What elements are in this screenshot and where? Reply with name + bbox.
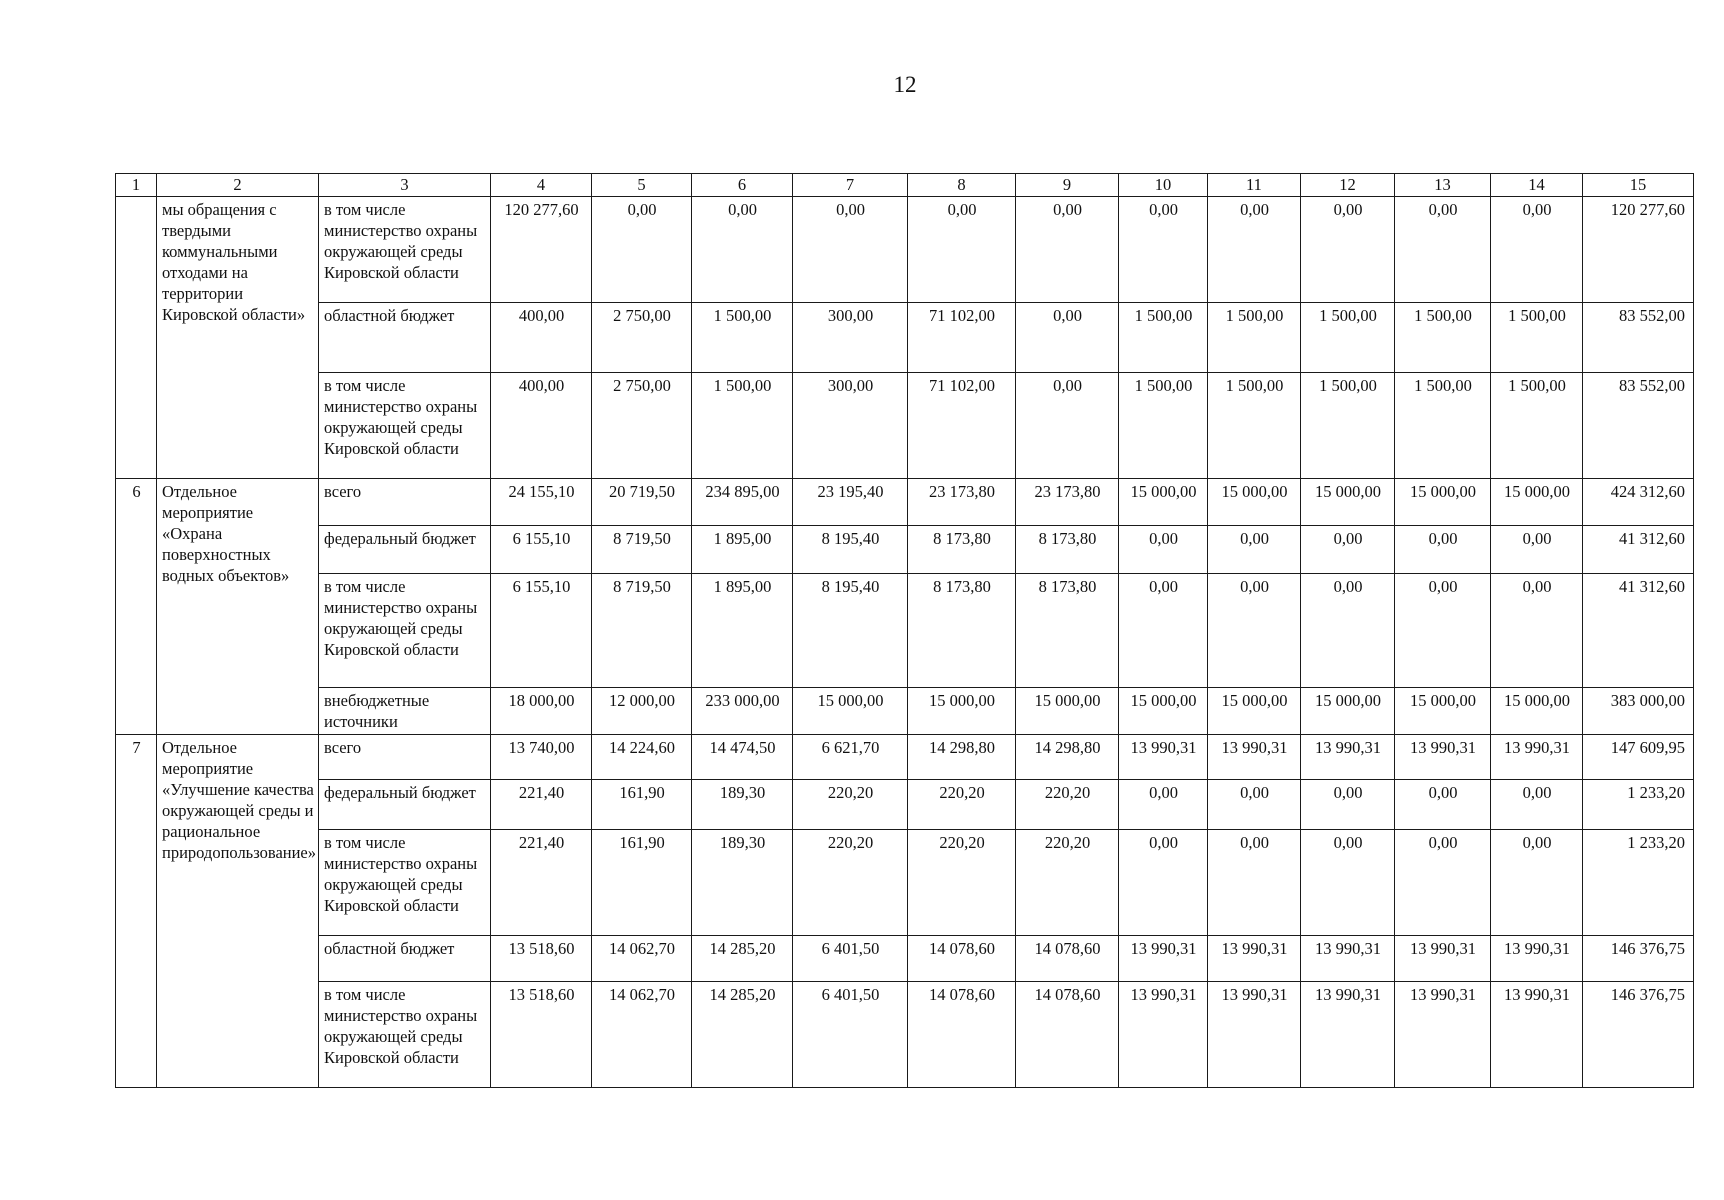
- value-cell: 14 224,60: [592, 735, 692, 780]
- total-cell: 383 000,00: [1583, 688, 1694, 735]
- value-cell: 8 173,80: [1016, 526, 1119, 574]
- value-cell: 71 102,00: [908, 373, 1016, 479]
- row-number: [116, 197, 157, 479]
- value-cell: 221,40: [491, 830, 592, 936]
- table-row: [116, 982, 1694, 1088]
- value-cell: 2 750,00: [592, 303, 692, 373]
- value-cell: 1 500,00: [1208, 373, 1301, 479]
- table-row: [116, 780, 1694, 830]
- column-number-8: 8: [908, 174, 1016, 197]
- value-cell: 161,90: [592, 830, 692, 936]
- value-cell: 1 895,00: [692, 574, 793, 688]
- value-cell: 0,00: [793, 197, 908, 303]
- value-cell: 0,00: [1208, 830, 1301, 936]
- value-cell: 13 990,31: [1208, 936, 1301, 982]
- value-cell: 8 719,50: [592, 526, 692, 574]
- funding-source: всего: [319, 479, 491, 526]
- value-cell: 15 000,00: [1016, 688, 1119, 735]
- value-cell: 13 990,31: [1395, 982, 1491, 1088]
- value-cell: 220,20: [793, 830, 908, 936]
- value-cell: 0,00: [1301, 526, 1395, 574]
- value-cell: 1 500,00: [1301, 373, 1395, 479]
- value-cell: 23 173,80: [908, 479, 1016, 526]
- column-number-1: 1: [116, 174, 157, 197]
- measure-name: мы обращения с твердыми коммунальными отходами на территории Кировской области»: [157, 197, 319, 479]
- funding-source: областной бюджет: [319, 303, 491, 373]
- row-number: 6: [116, 479, 157, 735]
- funding-source: в том числе министерство охраны окружающей среды Кировской области: [319, 197, 491, 303]
- value-cell: 0,00: [1491, 197, 1583, 303]
- value-cell: 0,00: [1208, 197, 1301, 303]
- value-cell: 14 285,20: [692, 982, 793, 1088]
- value-cell: 6 155,10: [491, 526, 592, 574]
- total-cell: 147 609,95: [1583, 735, 1694, 780]
- value-cell: 14 078,60: [908, 982, 1016, 1088]
- value-cell: 0,00: [692, 197, 793, 303]
- value-cell: 23 173,80: [1016, 479, 1119, 526]
- funding-source: в том числе министерство охраны окружающей среды Кировской области: [319, 830, 491, 936]
- column-number-13: 13: [1395, 174, 1491, 197]
- value-cell: 13 990,31: [1301, 735, 1395, 780]
- value-cell: 8 173,80: [908, 574, 1016, 688]
- value-cell: 8 719,50: [592, 574, 692, 688]
- value-cell: 15 000,00: [1119, 479, 1208, 526]
- value-cell: 15 000,00: [793, 688, 908, 735]
- value-cell: 220,20: [908, 780, 1016, 830]
- value-cell: 2 750,00: [592, 373, 692, 479]
- column-number-7: 7: [793, 174, 908, 197]
- funding-source: внебюджетные источники: [319, 688, 491, 735]
- column-number-3: 3: [319, 174, 491, 197]
- table-row: [116, 936, 1694, 982]
- value-cell: 220,20: [793, 780, 908, 830]
- column-number-6: 6: [692, 174, 793, 197]
- column-number-2: 2: [157, 174, 319, 197]
- value-cell: 13 990,31: [1491, 735, 1583, 780]
- value-cell: 15 000,00: [1208, 479, 1301, 526]
- value-cell: 13 518,60: [491, 982, 592, 1088]
- value-cell: 15 000,00: [1395, 688, 1491, 735]
- table-row: [116, 479, 1694, 526]
- value-cell: 1 500,00: [1491, 303, 1583, 373]
- value-cell: 0,00: [1301, 830, 1395, 936]
- table-row: [116, 735, 1694, 780]
- value-cell: 15 000,00: [1301, 479, 1395, 526]
- value-cell: 15 000,00: [1491, 479, 1583, 526]
- value-cell: 6 621,70: [793, 735, 908, 780]
- value-cell: 15 000,00: [1395, 479, 1491, 526]
- value-cell: 8 195,40: [793, 526, 908, 574]
- column-number-row: [116, 174, 1694, 197]
- value-cell: 233 000,00: [692, 688, 793, 735]
- funding-source: в том числе министерство охраны окружающей среды Кировской области: [319, 574, 491, 688]
- value-cell: 0,00: [1395, 780, 1491, 830]
- value-cell: 220,20: [1016, 830, 1119, 936]
- value-cell: 14 062,70: [592, 936, 692, 982]
- funding-source: областной бюджет: [319, 936, 491, 982]
- funding-source: федеральный бюджет: [319, 526, 491, 574]
- value-cell: 14 298,80: [908, 735, 1016, 780]
- value-cell: 8 173,80: [1016, 574, 1119, 688]
- funding-source: в том числе министерство охраны окружающей среды Кировской области: [319, 373, 491, 479]
- value-cell: 0,00: [1016, 303, 1119, 373]
- value-cell: 0,00: [1119, 574, 1208, 688]
- value-cell: 0,00: [1016, 197, 1119, 303]
- value-cell: 13 990,31: [1208, 982, 1301, 1088]
- value-cell: 13 990,31: [1119, 982, 1208, 1088]
- value-cell: 0,00: [1301, 197, 1395, 303]
- value-cell: 13 990,31: [1119, 735, 1208, 780]
- column-number-15: 15: [1583, 174, 1694, 197]
- value-cell: 14 078,60: [1016, 982, 1119, 1088]
- value-cell: 13 990,31: [1395, 735, 1491, 780]
- total-cell: 1 233,20: [1583, 830, 1694, 936]
- value-cell: 1 500,00: [1208, 303, 1301, 373]
- value-cell: 1 895,00: [692, 526, 793, 574]
- value-cell: 13 990,31: [1119, 936, 1208, 982]
- table-row: [116, 373, 1694, 479]
- value-cell: 0,00: [1491, 574, 1583, 688]
- value-cell: 221,40: [491, 780, 592, 830]
- total-cell: 1 233,20: [1583, 780, 1694, 830]
- value-cell: 0,00: [592, 197, 692, 303]
- table-row: [116, 688, 1694, 735]
- value-cell: 14 298,80: [1016, 735, 1119, 780]
- value-cell: 1 500,00: [1119, 303, 1208, 373]
- value-cell: 13 518,60: [491, 936, 592, 982]
- value-cell: 0,00: [1119, 830, 1208, 936]
- value-cell: 120 277,60: [491, 197, 592, 303]
- value-cell: 6 401,50: [793, 982, 908, 1088]
- column-number-5: 5: [592, 174, 692, 197]
- column-number-14: 14: [1491, 174, 1583, 197]
- value-cell: 8 173,80: [908, 526, 1016, 574]
- value-cell: 6 155,10: [491, 574, 592, 688]
- value-cell: 24 155,10: [491, 479, 592, 526]
- column-number-9: 9: [1016, 174, 1119, 197]
- value-cell: 15 000,00: [1208, 688, 1301, 735]
- value-cell: 300,00: [793, 373, 908, 479]
- value-cell: 13 740,00: [491, 735, 592, 780]
- measure-name: Отдельное мероприятие «Улучшение качества окружающей среды и рациональное природопользование»: [157, 735, 319, 1088]
- total-cell: 146 376,75: [1583, 982, 1694, 1088]
- value-cell: 1 500,00: [1395, 303, 1491, 373]
- value-cell: 23 195,40: [793, 479, 908, 526]
- value-cell: 0,00: [908, 197, 1016, 303]
- value-cell: 14 078,60: [908, 936, 1016, 982]
- table-row: [116, 830, 1694, 936]
- value-cell: 20 719,50: [592, 479, 692, 526]
- page-number: 12: [893, 72, 917, 97]
- value-cell: 14 285,20: [692, 936, 793, 982]
- funding-source: всего: [319, 735, 491, 780]
- value-cell: 189,30: [692, 830, 793, 936]
- value-cell: 13 990,31: [1491, 982, 1583, 1088]
- value-cell: 8 195,40: [793, 574, 908, 688]
- column-number-12: 12: [1301, 174, 1395, 197]
- total-cell: 83 552,00: [1583, 373, 1694, 479]
- value-cell: 1 500,00: [1395, 373, 1491, 479]
- value-cell: 0,00: [1395, 574, 1491, 688]
- value-cell: 13 990,31: [1491, 936, 1583, 982]
- funding-source: федеральный бюджет: [319, 780, 491, 830]
- value-cell: 0,00: [1301, 574, 1395, 688]
- row-number: 7: [116, 735, 157, 1088]
- value-cell: 15 000,00: [908, 688, 1016, 735]
- value-cell: 0,00: [1119, 526, 1208, 574]
- value-cell: 0,00: [1208, 780, 1301, 830]
- value-cell: 0,00: [1395, 197, 1491, 303]
- value-cell: 13 990,31: [1301, 982, 1395, 1088]
- total-cell: 424 312,60: [1583, 479, 1694, 526]
- value-cell: 13 990,31: [1208, 735, 1301, 780]
- value-cell: 220,20: [908, 830, 1016, 936]
- value-cell: 14 078,60: [1016, 936, 1119, 982]
- column-number-4: 4: [491, 174, 592, 197]
- value-cell: 189,30: [692, 780, 793, 830]
- table-row: [116, 574, 1694, 688]
- value-cell: 1 500,00: [692, 373, 793, 479]
- value-cell: 14 062,70: [592, 982, 692, 1088]
- total-cell: 120 277,60: [1583, 197, 1694, 303]
- column-number-11: 11: [1208, 174, 1301, 197]
- value-cell: 6 401,50: [793, 936, 908, 982]
- value-cell: 15 000,00: [1301, 688, 1395, 735]
- table-row: [116, 526, 1694, 574]
- funding-source: в том числе министерство охраны окружающей среды Кировской области: [319, 982, 491, 1088]
- value-cell: 12 000,00: [592, 688, 692, 735]
- value-cell: 1 500,00: [1119, 373, 1208, 479]
- value-cell: 0,00: [1208, 526, 1301, 574]
- value-cell: 1 500,00: [1491, 373, 1583, 479]
- total-cell: 41 312,60: [1583, 574, 1694, 688]
- table-row: [116, 303, 1694, 373]
- value-cell: 0,00: [1208, 574, 1301, 688]
- value-cell: 14 474,50: [692, 735, 793, 780]
- value-cell: 71 102,00: [908, 303, 1016, 373]
- value-cell: 220,20: [1016, 780, 1119, 830]
- value-cell: 400,00: [491, 303, 592, 373]
- value-cell: 1 500,00: [1301, 303, 1395, 373]
- value-cell: 234 895,00: [692, 479, 793, 526]
- total-cell: 41 312,60: [1583, 526, 1694, 574]
- value-cell: 15 000,00: [1491, 688, 1583, 735]
- value-cell: 1 500,00: [692, 303, 793, 373]
- value-cell: 18 000,00: [491, 688, 592, 735]
- total-cell: 146 376,75: [1583, 936, 1694, 982]
- value-cell: 0,00: [1016, 373, 1119, 479]
- value-cell: 0,00: [1395, 830, 1491, 936]
- total-cell: 83 552,00: [1583, 303, 1694, 373]
- value-cell: 13 990,31: [1301, 936, 1395, 982]
- value-cell: 0,00: [1395, 526, 1491, 574]
- table-row: [116, 197, 1694, 303]
- table-body: [116, 197, 1694, 1088]
- value-cell: 0,00: [1119, 197, 1208, 303]
- value-cell: 0,00: [1301, 780, 1395, 830]
- budget-table: [115, 173, 1694, 1088]
- value-cell: 400,00: [491, 373, 592, 479]
- column-number-10: 10: [1119, 174, 1208, 197]
- value-cell: 0,00: [1491, 830, 1583, 936]
- value-cell: 0,00: [1119, 780, 1208, 830]
- value-cell: 0,00: [1491, 526, 1583, 574]
- value-cell: 300,00: [793, 303, 908, 373]
- value-cell: 161,90: [592, 780, 692, 830]
- value-cell: 15 000,00: [1119, 688, 1208, 735]
- measure-name: Отдельное мероприятие «Охрана поверхностных водных объектов»: [157, 479, 319, 735]
- value-cell: 0,00: [1491, 780, 1583, 830]
- value-cell: 13 990,31: [1395, 936, 1491, 982]
